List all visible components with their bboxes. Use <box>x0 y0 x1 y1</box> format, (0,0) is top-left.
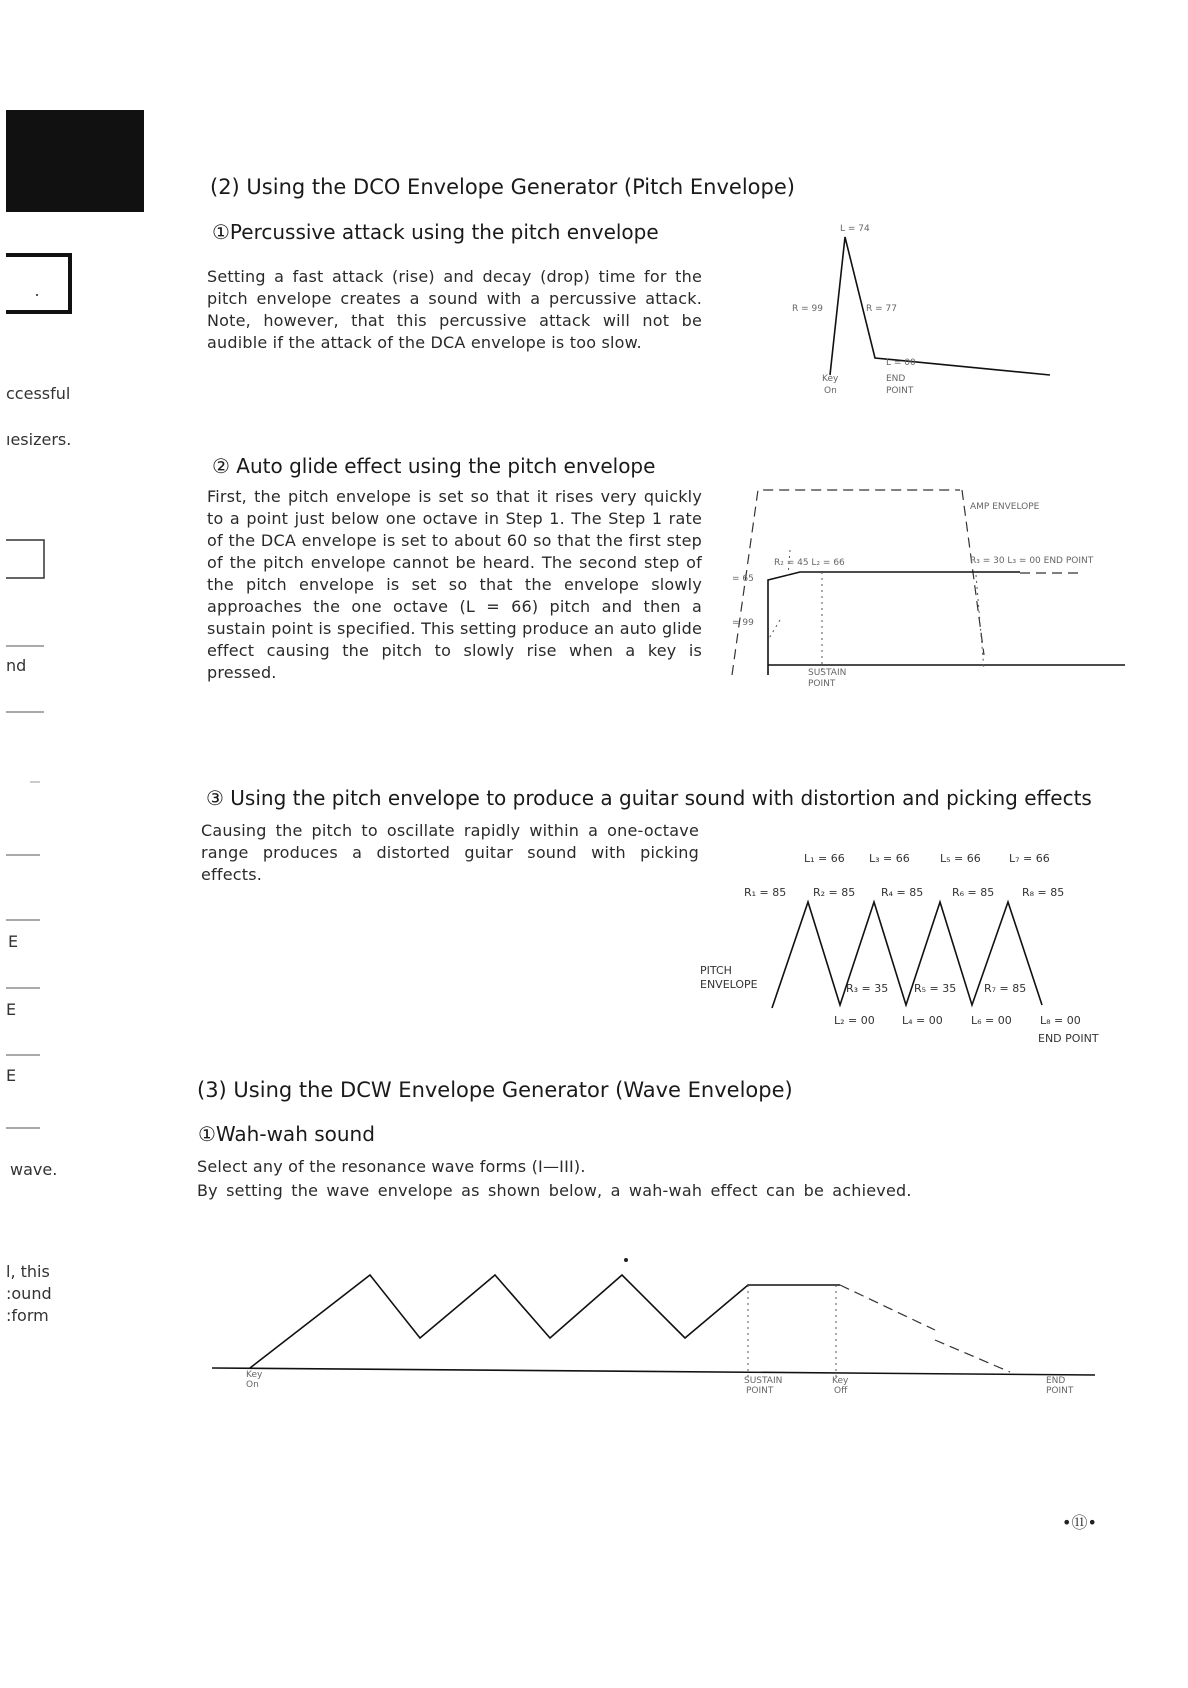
diag4-sustain-label: SUSTAIN <box>744 1376 783 1386</box>
edge-fragment-5: E <box>6 1000 17 1019</box>
edge-fragment-10: :form <box>6 1306 49 1325</box>
guitar-sound-body: Causing the pitch to oscillate rapidly within a one-octave range produces a distorted guitar sound with picking effects. <box>201 821 699 884</box>
diag4-point-label: POINT <box>746 1386 774 1396</box>
guitar-sound-title: ③ Using the pitch envelope to produce a guitar sound with distortion and picking effects <box>206 786 1092 810</box>
auto-glide-diagram <box>740 480 1130 680</box>
diag3-rate-r7: R₇ = 85 <box>984 982 1027 995</box>
edge-fragment-9: :ound <box>6 1284 52 1303</box>
diag3-level-l5: L₅ = 66 <box>940 852 981 865</box>
edge-fragment-7: wave. <box>10 1160 58 1179</box>
diag3-level-l1: L₁ = 66 <box>804 852 845 865</box>
diag3-pitch-label: PITCH <box>700 964 732 977</box>
section-2-heading: (2) Using the DCO Envelope Generator (Pitch Envelope) <box>210 175 795 199</box>
diag1-level-end: L = 00 <box>886 358 916 368</box>
guitar-zigzag-diagram <box>760 880 1080 1020</box>
diag4-point2-label: POINT <box>1046 1386 1074 1396</box>
diag2-amp-envelope: AMP ENVELOPE <box>970 502 1040 512</box>
diag4-off-label: Off <box>834 1386 848 1396</box>
page-number: •⑪• <box>1062 1513 1097 1532</box>
diag2-r2-l2: R₂ = 45 L₂ = 66 <box>774 558 845 568</box>
diag1-key-label: Key <box>822 374 839 384</box>
diag2-end-point: R₃ = 30 L₃ = 00 END POINT <box>970 556 1094 566</box>
diag1-rate-left: R = 99 <box>792 304 823 314</box>
edge-fragment-8: l, this <box>6 1262 50 1281</box>
diag3-rate-r4: R₄ = 85 <box>881 886 924 899</box>
diag4-on-label: On <box>246 1380 259 1390</box>
diag1-level-top: L = 74 <box>840 224 870 234</box>
diag1-point-label: POINT <box>886 386 914 396</box>
diag3-rate-r3: R₃ = 35 <box>846 982 889 995</box>
wah-wah-title: ①Wah-wah sound <box>198 1122 375 1146</box>
diag3-level-l7: L₇ = 66 <box>1009 852 1050 865</box>
diag1-on-label: On <box>824 386 837 396</box>
wah-wah-line-2: By setting the wave envelope as shown below, a wah-wah effect can be achieved. <box>197 1181 912 1200</box>
diag3-level-l2: L₂ = 00 <box>834 1014 875 1027</box>
diag2-rate-99: = 99 <box>732 618 754 628</box>
auto-glide-body: First, the pitch envelope is set so that it rises very quickly to a point just below one octave in Step 1. The Step 1 rate of the DCA envelope is set to about 60 so that the first step of the pitch envelope cannot be heard. The second step of the pitch envelope is set so that the envelope slowly approaches the one octave (L = 66) pitch and then a sustain point is specified. This setting produce an auto glide effect causing the pitch to slowly rise when a key is pressed. <box>207 487 702 682</box>
auto-glide-title: ② Auto glide effect using the pitch envelope <box>212 454 656 478</box>
diag2-level-65: = 65 <box>732 574 754 584</box>
diag3-level-l8: L₈ = 00 <box>1040 1014 1081 1027</box>
edge-fragment-2: ıesizers. <box>6 430 72 449</box>
section-3-heading: (3) Using the DCW Envelope Generator (Wave Envelope) <box>197 1078 793 1102</box>
percussive-attack-title: ①Percussive attack using the pitch envelope <box>212 220 659 244</box>
diag4-key-label: Key <box>246 1370 263 1380</box>
edge-fragment-4: E <box>8 932 19 951</box>
diag4-end-label: END <box>1046 1376 1066 1386</box>
diag3-rate-r5: R₅ = 35 <box>914 982 957 995</box>
wah-wah-line-1: Select any of the resonance wave forms (I—III). <box>197 1157 586 1176</box>
edge-fragment-3: nd <box>6 656 27 675</box>
edge-bracket-marks <box>0 0 80 1150</box>
diag2-sustain: SUSTAIN <box>808 668 847 678</box>
diag3-rate-r1: R₁ = 85 <box>744 886 787 899</box>
diag4-key-off-label: Key <box>832 1376 849 1386</box>
diag2-point: POINT <box>808 679 836 689</box>
percussive-attack-body: Setting a fast attack (rise) and decay (drop) time for the pitch envelope creates a sound with a percussive attack. Note, however, that this percussive attack will not be audible if the attack of the DCA envelope is too slow. <box>207 267 702 352</box>
diag3-rate-r2: R₂ = 85 <box>813 886 856 899</box>
diag3-rate-r8: R₈ = 85 <box>1022 886 1065 899</box>
diag3-level-l4: L₄ = 00 <box>902 1014 943 1027</box>
diag3-envelope-label: ENVELOPE <box>700 978 758 991</box>
diag3-level-l6: L₆ = 00 <box>971 1014 1012 1027</box>
edge-fragment-6: E <box>6 1066 17 1085</box>
diag3-rate-r6: R₆ = 85 <box>952 886 995 899</box>
edge-fragment-1: ccessful <box>6 384 71 403</box>
diag1-rate-right: R = 77 <box>866 304 897 314</box>
diag3-end-point-label: END POINT <box>1038 1032 1099 1045</box>
diag3-level-l3: L₃ = 66 <box>869 852 910 865</box>
diag1-end-label: END <box>886 374 906 384</box>
wah-wah-diagram <box>210 1250 1110 1410</box>
